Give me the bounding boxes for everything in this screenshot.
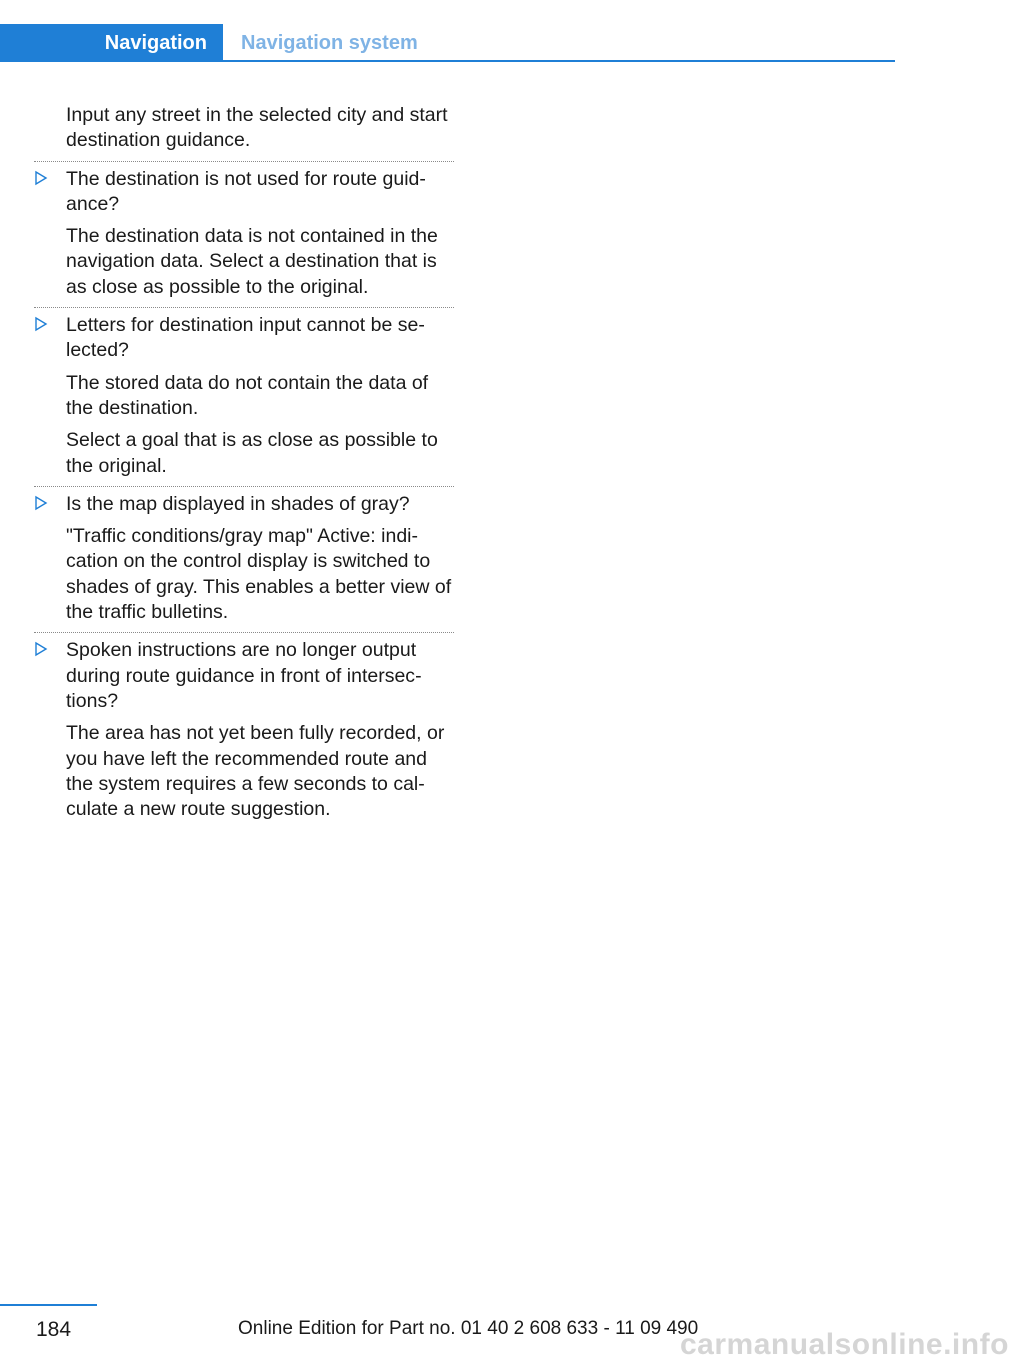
triangle-right-icon — [34, 317, 48, 331]
intro-paragraph: Input any street in the selected city and start destination guidance. — [66, 104, 448, 152]
faq-item — [34, 161, 454, 300]
content-column — [0, 103, 470, 829]
faq-item — [34, 632, 454, 822]
page-header — [0, 24, 895, 62]
watermark: carmanualsonline.info — [680, 1328, 1009, 1361]
faq-question: Spoken instructions are no longer output during route guidance in front of intersections? — [66, 639, 422, 712]
section-title[interactable]: Navigation system — [241, 32, 418, 54]
chapter-tab[interactable]: Navigation — [0, 24, 223, 62]
faq-question: Is the map displayed in shades of gray? — [66, 492, 410, 515]
faq-answer: The stored data do not contain the data of the destination. — [66, 371, 429, 419]
faq-item — [34, 486, 454, 625]
edition-note: Online Edition for Part no. 01 40 2 608 633 - 11 09 490 — [238, 1318, 699, 1339]
footer-rule — [0, 1304, 97, 1306]
header-rule — [0, 60, 895, 62]
faq-question: The destination is not used for route guidance? — [66, 167, 426, 215]
page-number: 184 — [36, 1318, 72, 1341]
faq-answer: "Traffic conditions/gray map" Active: indication on the control display is switched to shades of gray. This enables a better view of the traffic bulletins. — [66, 525, 452, 624]
faq-item — [34, 307, 454, 479]
faq-answer: The destination data is not contained in the navigation data. Select a destination that is as close as possible to the original. — [66, 225, 438, 298]
triangle-right-icon — [34, 171, 48, 185]
triangle-right-icon — [34, 496, 48, 510]
faq-question: Letters for destination input cannot be selected? — [66, 314, 425, 362]
faq-answer: Select a goal that is as close as possible to the original. — [66, 429, 438, 477]
triangle-right-icon — [34, 642, 48, 656]
faq-answer: The area has not yet been fully recorded, or you have left the recommended route and the system requires a few seconds to calculate a new route suggestion. — [66, 722, 445, 821]
